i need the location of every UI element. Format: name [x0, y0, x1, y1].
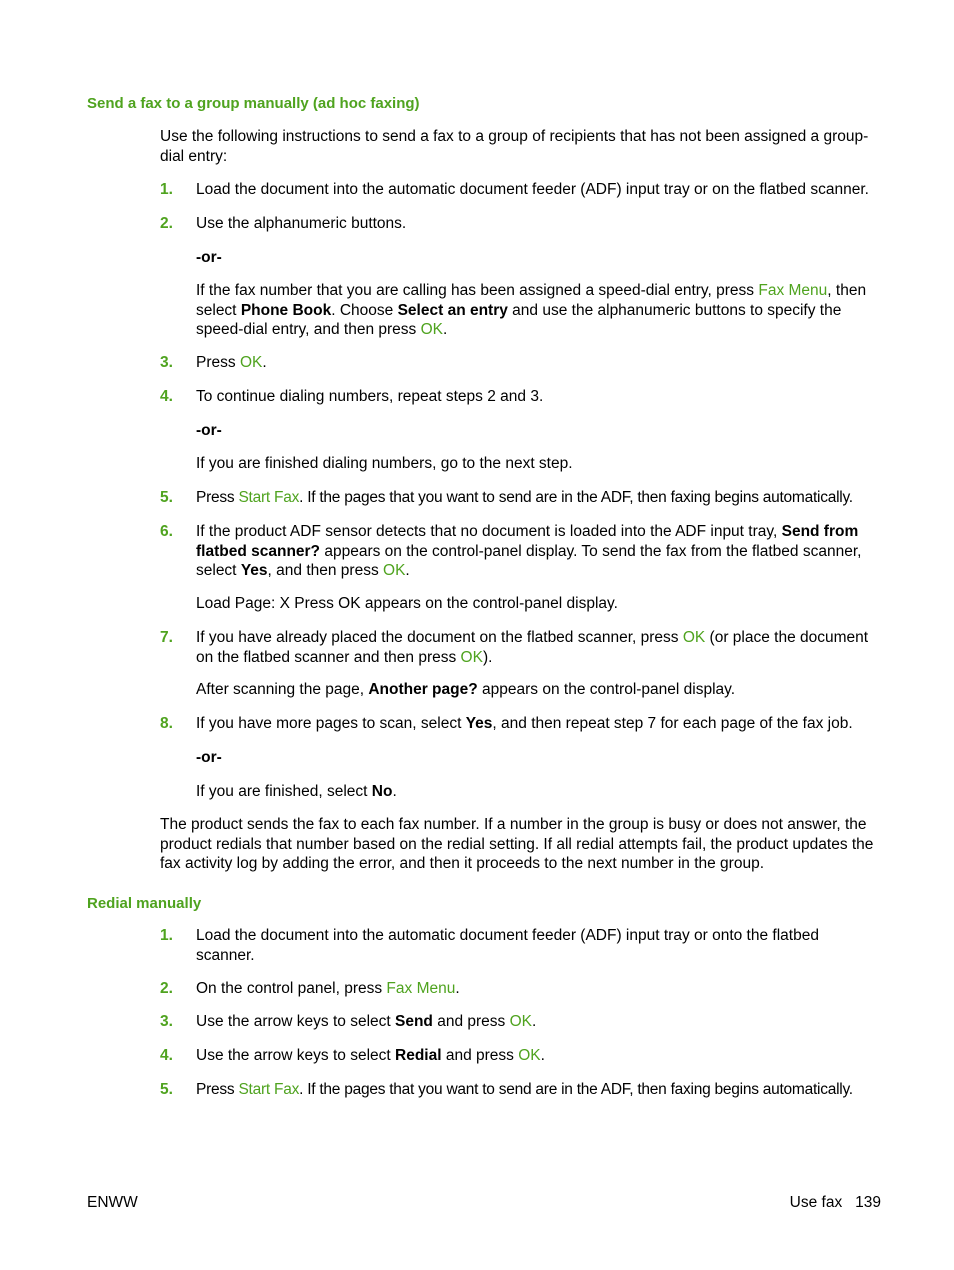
step-text: Use the arrow keys to select Send and press OK. — [196, 1013, 537, 1030]
step-number: 2. — [160, 980, 173, 997]
step-text: Press Start Fax. If the pages that you want to send are in the ADF, then faxing begins automatically. — [196, 489, 853, 506]
step-text: Press Start Fax. If the pages that you want to send are in the ADF, then faxing begins automatically. — [196, 1081, 853, 1098]
or-separator: -or- — [196, 422, 222, 439]
key-start-fax: Start Fax — [238, 489, 300, 506]
key-ok: OK — [420, 321, 444, 338]
step-text: If you have more pages to scan, select Yes, and then repeat step 7 for each page of the fax job. — [196, 715, 853, 732]
step-alt-text: If you are finished dialing numbers, go to the next step. — [196, 455, 573, 472]
step-number: 1. — [160, 181, 173, 198]
step-text: Press OK. — [196, 354, 267, 371]
section-heading-ad-hoc: Send a fax to a group manually (ad hoc faxing) — [87, 95, 420, 112]
step-note: After scanning the page, Another page? appears on the control-panel display. — [196, 681, 736, 698]
page-number: 139 — [855, 1194, 881, 1211]
step-text: If the product ADF sensor detects that no document is loaded into the ADF input tray, Send from flatbed scanner? appears on the control-panel display. To send the fax from the flatbed scanner, select Yes, and then press OK. — [196, 523, 862, 579]
intro-paragraph: Use the following instructions to send a fax to a group of recipients that has not been assigned a group-dial entry: — [160, 128, 869, 165]
key-ok: OK — [518, 1047, 541, 1064]
step-text: Load the document into the automatic document feeder (ADF) input tray or on the flatbed scanner. — [196, 181, 869, 198]
section-heading-redial: Redial manually — [87, 895, 202, 912]
step-note: Load Page: X Press OK appears on the control-panel display. — [196, 595, 618, 612]
step-number: 4. — [160, 388, 173, 405]
or-separator: -or- — [196, 749, 222, 766]
step-number: 5. — [160, 1081, 173, 1098]
key-fax-menu: Fax Menu — [758, 282, 828, 299]
key-fax-menu: Fax Menu — [386, 980, 456, 997]
step-number: 2. — [160, 215, 173, 232]
step-number: 3. — [160, 354, 173, 371]
closing-paragraph: The product sends the fax to each fax number. If a number in the group is busy or does not answer, the product redials that number based on the redial setting. If all redial attempts fail, the product updates the fax activity log by adding the error, and then it proceeds to the next number in the group. — [160, 816, 874, 872]
step-number: 7. — [160, 629, 173, 646]
key-ok: OK — [682, 629, 706, 646]
key-ok: OK — [509, 1013, 532, 1030]
step-number: 1. — [160, 927, 173, 944]
step-number: 6. — [160, 523, 173, 540]
step-number: 8. — [160, 715, 173, 732]
key-ok: OK — [383, 562, 406, 579]
step-text: Use the arrow keys to select Redial and press OK. — [196, 1047, 545, 1064]
footer-chapter: Use fax — [789, 1194, 843, 1211]
step-number: 4. — [160, 1047, 173, 1064]
step-number: 5. — [160, 489, 173, 506]
or-separator: -or- — [196, 249, 222, 266]
step-number: 3. — [160, 1013, 173, 1030]
key-ok: OK — [239, 354, 263, 371]
step-text: Load the document into the automatic document feeder (ADF) input tray or onto the flatbed scanner. — [196, 927, 819, 964]
step-alt-text: If the fax number that you are calling has been assigned a speed-dial entry, press Fax Menu, then select Phone Book. Choose Select an entry and use the alphanumeric buttons to specify the speed-dial entry, and then press OK. — [196, 282, 867, 338]
step-text: Use the alphanumeric buttons. — [196, 215, 407, 232]
footer-left: ENWW — [87, 1194, 138, 1211]
step-text: If you have already placed the document on the flatbed scanner, press OK (or place the document on the flatbed scanner and then press OK). — [196, 629, 869, 666]
key-ok: OK — [460, 648, 483, 666]
key-start-fax: Start Fax — [238, 1081, 300, 1098]
footer-right — [790, 1193, 881, 1213]
step-text: On the control panel, press Fax Menu. — [196, 980, 460, 997]
step-alt-text: If you are finished, select No. — [196, 783, 397, 800]
step-text: To continue dialing numbers, repeat steps 2 and 3. — [196, 388, 544, 405]
